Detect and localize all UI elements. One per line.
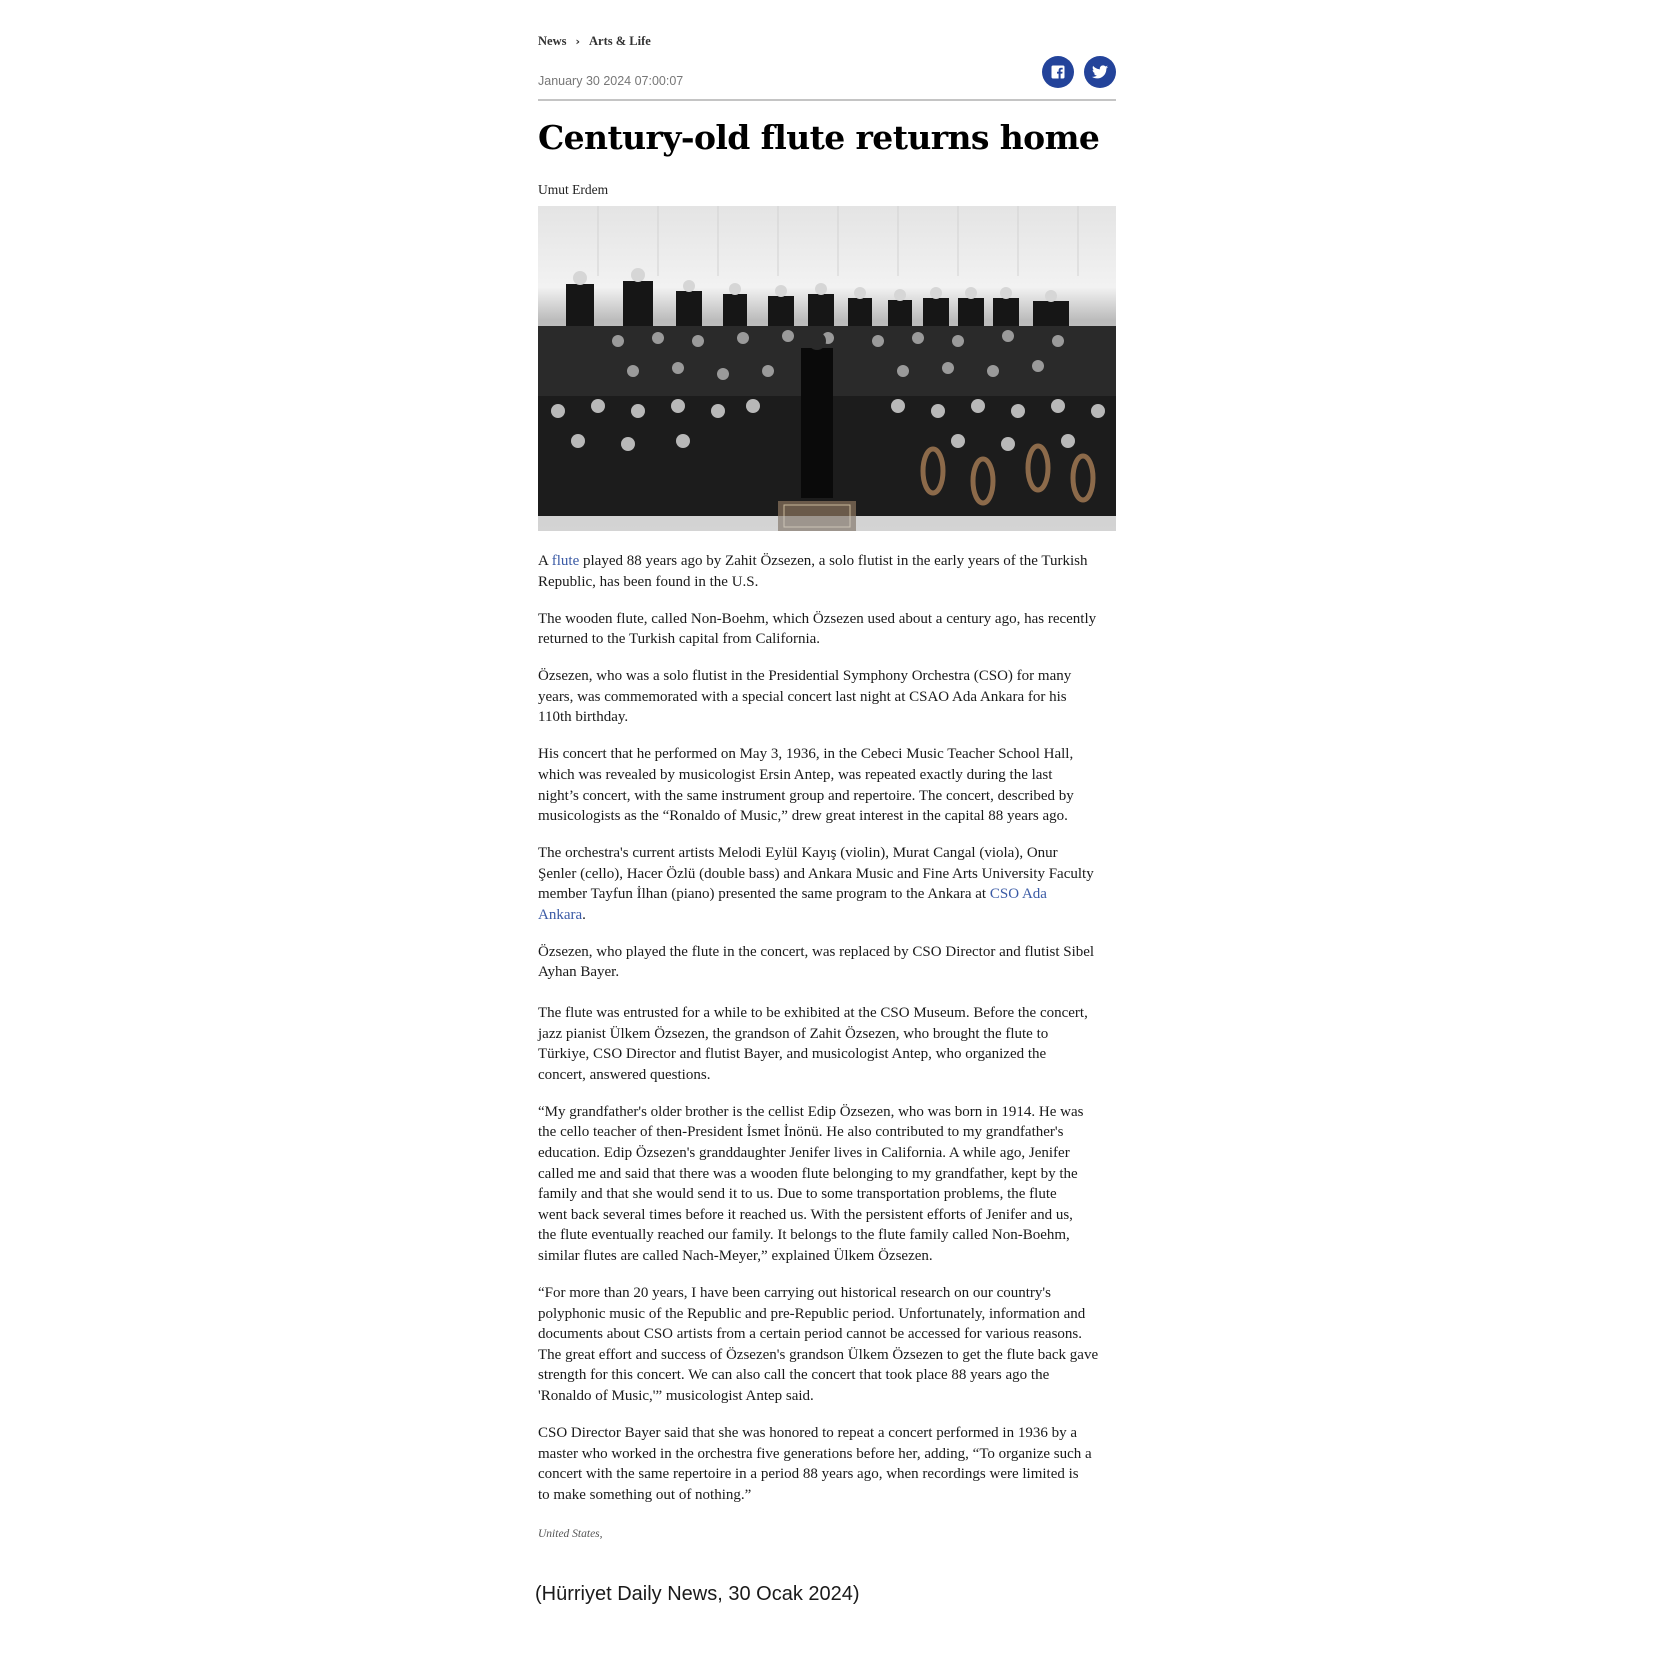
header-divider	[538, 99, 1116, 101]
text-segment: concert with the same repertoire in a period 88 years ago, when recordings were limited is	[538, 1466, 1079, 1483]
text-segment: family and that she would send it to us. Due to some transportation problems, the flute	[538, 1186, 1057, 1203]
paragraph-line	[538, 609, 1116, 630]
text-segment: Özsezen, who was a solo flutist in the Presidential Symphony Orchestra (CSO) for many	[538, 668, 1072, 685]
paragraph-line	[538, 843, 1116, 864]
paragraph-line	[538, 1143, 1116, 1164]
article-paragraph	[538, 666, 1116, 728]
paragraph-line	[538, 1324, 1116, 1345]
inline-link[interactable]: CSO Ada	[989, 886, 1047, 903]
source-caption: (Hürriyet Daily News, 30 Ocak 2024)	[535, 1583, 860, 1605]
paragraph-line	[538, 786, 1116, 807]
paragraph-line	[538, 1024, 1116, 1045]
text-segment: to make something out of nothing.”	[538, 1486, 752, 1503]
text-segment: Ayhan Bayer.	[538, 964, 620, 981]
text-segment: concert, answered questions.	[538, 1066, 711, 1083]
facebook-share-button[interactable]	[1042, 56, 1074, 88]
article-paragraph	[538, 1003, 1116, 1085]
article-paragraph	[538, 744, 1116, 826]
text-segment: Türkiye, CSO Director and flutist Bayer, and musicologist Antep, who organized the	[538, 1046, 1047, 1063]
paragraph-line	[538, 864, 1116, 885]
text-segment: master who worked in the orchestra five generations before her, adding, “To organize such a	[538, 1445, 1092, 1462]
text-segment: called me and said that there was a wooden flute belonging to my grandfather, kept by the	[538, 1165, 1078, 1182]
text-segment: strength for this concert. We can also call the concert that took place 88 years ago the	[538, 1367, 1050, 1384]
paragraph-line	[538, 1225, 1116, 1246]
text-segment: night’s concert, with the same instrument group and repertoire. The concert, described by	[538, 787, 1074, 804]
text-segment: CSO Director Bayer said that she was honored to repeat a concert performed in 1936 by a	[538, 1424, 1077, 1441]
text-segment: A	[538, 553, 552, 569]
article-paragraph	[538, 1283, 1116, 1407]
text-segment: Şenler (cello), Hacer Özlü (double bass) and Ankara Music and Fine Arts University Faculty	[538, 865, 1094, 882]
article-title: Century-old flute returns home	[538, 118, 1100, 157]
paragraph-line	[538, 1386, 1116, 1407]
paragraph-line	[538, 1003, 1116, 1024]
breadcrumb	[538, 34, 651, 49]
text-segment: The orchestra's current artists Melodi Eylül Kayış (violin), Murat Cangal (viola), Onur	[538, 845, 1058, 862]
text-segment: “For more than 20 years, I have been carrying out historical research on our country's	[538, 1284, 1051, 1301]
paragraph-line	[538, 551, 1116, 572]
dateline-location: United States,	[538, 1528, 603, 1540]
text-segment: polyphonic music of the Republic and pre-Republic period. Unfortunately, information and	[538, 1305, 1086, 1322]
publish-date: January 30 2024 07:00:07	[538, 74, 684, 88]
orchestra-photo-illustration	[538, 206, 1116, 531]
text-segment: documents about CSO artists from a certain period cannot be accessed for various reasons.	[538, 1326, 1082, 1343]
article-paragraph	[538, 1423, 1116, 1505]
paragraph-line	[538, 1444, 1116, 1465]
text-segment: which was revealed by musicologist Ersin Antep, was repeated exactly during the last	[538, 766, 1053, 783]
paragraph-line	[538, 1164, 1116, 1185]
paragraph-line	[538, 1102, 1116, 1123]
text-segment: musicologists as the “Ronaldo of Music,” drew great interest in the capital 88 years ago.	[538, 808, 1068, 825]
paragraph-line	[538, 1184, 1116, 1205]
paragraph-line	[538, 1485, 1116, 1506]
paragraph-line	[538, 942, 1116, 963]
text-segment: went back several times before it reached us. With the persistent efforts of Jenifer and us,	[538, 1206, 1073, 1223]
text-segment: .	[582, 906, 586, 923]
article-paragraph	[538, 1102, 1116, 1267]
twitter-share-button[interactable]	[1084, 56, 1116, 88]
text-segment: returned to the Turkish capital from California.	[538, 631, 821, 648]
text-segment: the cello teacher of then-President İsmet İnönü. He also contributed to my grandfather's	[538, 1124, 1064, 1141]
author-name[interactable]: Umut Erdem	[538, 182, 609, 197]
text-segment: “My grandfather's older brother is the cellist Edip Özsezen, who was born in 1914. He was	[538, 1103, 1084, 1120]
article-paragraph	[538, 942, 1116, 983]
paragraph-line	[538, 687, 1116, 708]
paragraph-line	[538, 707, 1116, 728]
article-paragraph	[538, 551, 1116, 592]
share-buttons	[1042, 56, 1116, 88]
text-segment: His concert that he performed on May 3, 1936, in the Cebeci Music Teacher School Hall,	[538, 746, 1074, 763]
paragraph-line	[538, 666, 1116, 687]
paragraph-line	[538, 1065, 1116, 1086]
text-segment: the flute eventually reached our family. It belongs to the flute family called Non-Boehm,	[538, 1227, 1070, 1244]
text-segment: education. Edip Özsezen's granddaughter Jenifer lives in California. A while ago, Jenifer	[538, 1145, 1070, 1161]
paragraph-line	[538, 1345, 1116, 1366]
article-body	[538, 551, 1116, 1522]
twitter-icon	[1092, 65, 1108, 79]
orchestra-photo	[538, 206, 1116, 531]
paragraph-line	[538, 629, 1116, 650]
text-segment: Republic, has been found in the U.S.	[538, 573, 759, 590]
paragraph-line	[538, 1246, 1116, 1267]
breadcrumb-arts-life[interactable]: Arts & Life	[589, 34, 651, 48]
inline-link[interactable]: Ankara	[538, 906, 583, 923]
paragraph-line	[538, 884, 1116, 905]
paragraph-line	[538, 806, 1116, 827]
text-segment: 110th birthday.	[538, 709, 629, 726]
article-paragraph	[538, 843, 1116, 925]
chevron-right-icon: ›	[575, 35, 581, 48]
paragraph-line	[538, 1122, 1116, 1143]
article-paragraph	[538, 609, 1116, 650]
paragraph-line	[538, 744, 1116, 765]
facebook-icon	[1051, 65, 1065, 79]
paragraph-line	[538, 962, 1116, 983]
text-segment: The flute was entrusted for a while to be exhibited at the CSO Museum. Before the concert,	[538, 1005, 1088, 1022]
paragraph-line	[538, 572, 1116, 593]
text-segment: jazz pianist Ülkem Özsezen, the grandson of Zahit Özsezen, who brought the flute to	[538, 1025, 1049, 1042]
inline-link[interactable]: flute	[551, 553, 580, 569]
breadcrumb-news[interactable]: News	[538, 34, 567, 48]
paragraph-line	[538, 1304, 1116, 1325]
text-segment: played 88 years ago by Zahit Özsezen, a solo flutist in the early years of the Turkish	[579, 553, 1088, 569]
paragraph-line	[538, 1044, 1116, 1065]
text-segment: member Tayfun İlhan (piano) presented the same program to the Ankara at	[538, 886, 990, 903]
text-segment: Özsezen, who played the flute in the concert, was replaced by CSO Director and flutist Sibel	[538, 943, 1095, 960]
text-segment: similar flutes are called Nach-Meyer,” explained Ülkem Özsezen.	[538, 1247, 933, 1264]
text-segment: 'Ronaldo of Music,'” musicologist Antep said.	[538, 1387, 814, 1404]
text-segment: The great effort and success of Özsezen's grandson Ülkem Özsezen to get the flute back gave	[538, 1346, 1099, 1363]
text-segment: The wooden flute, called Non-Boehm, which Özsezen used about a century ago, has recently	[538, 610, 1097, 627]
paragraph-line	[538, 1464, 1116, 1485]
paragraph-line	[538, 1283, 1116, 1304]
paragraph-line	[538, 765, 1116, 786]
paragraph-line	[538, 1365, 1116, 1386]
text-segment: years, was commemorated with a special concert last night at CSAO Ada Ankara for his	[538, 688, 1067, 705]
paragraph-line	[538, 905, 1116, 926]
paragraph-line	[538, 1205, 1116, 1226]
paragraph-line	[538, 1423, 1116, 1444]
